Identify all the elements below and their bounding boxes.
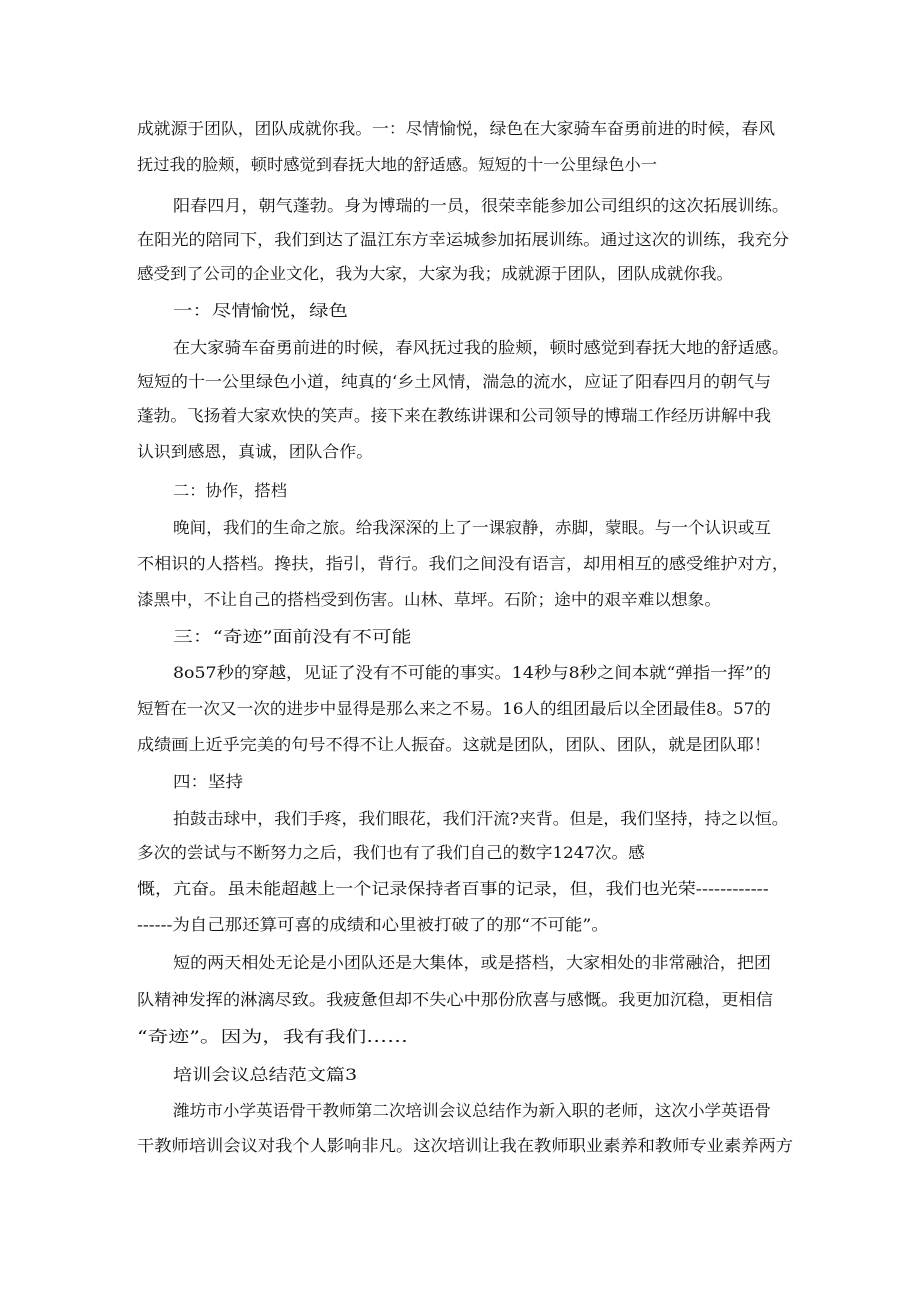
text-line: 漆黑中，不让自己的搭档受到伤害。山林、草坪。石阶；途中的艰辛难以想象。 bbox=[137, 590, 722, 609]
text-line: 阳春四月，朝气蓬勃。身为博瑞的一员，很荣幸能参加公司组织的这次拓展训练。 bbox=[173, 196, 790, 215]
text-line: 短的两天相处无论是小团队还是大集体，或是搭档，大家相处的非常融洽，把团 bbox=[173, 953, 772, 972]
text-line: 三：“奇迹”面前没有不可能 bbox=[173, 627, 412, 646]
text-line: ------为自己那还算可喜的成绩和心里被打破了的那“不可能”。 bbox=[137, 915, 609, 934]
text-line: 感受到了公司的企业文化，我为大家，大家为我；成就源于团队，团队成就你我。 bbox=[137, 264, 734, 283]
text-line: 一：尽情愉悦，绿色 bbox=[173, 301, 349, 320]
text-line: 蓬勃。飞扬着大家欢快的笑声。接下来在教练讲课和公司领导的博瑞工作经历讲解中我 bbox=[137, 406, 772, 425]
text-line: 在阳光的陪同下，我们到达了温江东方幸运城参加拓展训练。通过这次的训练，我充分 bbox=[137, 230, 790, 249]
text-line: 认识到感恩，真诚，团队合作。 bbox=[137, 442, 374, 461]
text-line: 四：坚持 bbox=[173, 772, 244, 791]
text-line: 拍鼓击球中，我们手疼，我们眼花，我们汗流?夹背。但是，我们坚持，持之以恒。 bbox=[173, 809, 789, 828]
text-line: 晚间，我们的生命之旅。给我深深的上了一课寂静，赤脚，蒙眼。与一个认识或互 bbox=[173, 518, 772, 537]
text-line: 二：协作，搭档 bbox=[173, 481, 288, 500]
text-line: 短短的十一公里绿色小道，纯真的‘乡土风情，湍急的流水，应证了阳春四月的朝气与 bbox=[137, 372, 772, 391]
text-line: 成绩画上近乎完美的句号不得不让人振奋。这就是团队，团队、团队，就是团队耶！ bbox=[137, 735, 772, 754]
text-line: “奇迹”。因为，我有我们…… bbox=[137, 1027, 408, 1046]
text-line: 在大家骑车奋勇前进的时候，春风抚过我的脸颊，顿时感觉到春抚大地的舒适感。 bbox=[173, 338, 790, 357]
text-line: 队精神发挥的淋漓尽致。我疲惫但却不失心中那份欣喜与感慨。我更加沉稳，更相信 bbox=[137, 990, 774, 1009]
text-line: 慨，亢奋。虽未能超越上一个记录保持者百事的记录，但，我们也光荣------------ bbox=[137, 879, 769, 898]
text-line: 8o57秒的穿越，见证了没有不可能的事实。14秒与8秒之间本就“弹指一挥”的 bbox=[173, 663, 772, 682]
text-line: 短暂在一次又一次的进步中显得是那么来之不易。16人的组团最后以全团最佳8。57的 bbox=[137, 699, 771, 718]
text-line: 成就源于团队，团队成就你我。一：尽情愉悦，绿色在大家骑车奋勇前进的时候，春风 bbox=[137, 119, 776, 138]
text-line: 培训会议总结范文篇3 bbox=[173, 1065, 358, 1084]
text-line: 潍坊市小学英语骨干教师第二次培训会议总结作为新入职的老师，这次小学英语骨 bbox=[173, 1101, 772, 1120]
text-line: 抚过我的脸颊，顿时感觉到春抚大地的舒适感。短短的十一公里绿色小一 bbox=[137, 155, 658, 174]
text-line: 干教师培训会议对我个人影响非凡。这次培训让我在教师职业素养和教师专业素养两方 bbox=[137, 1136, 794, 1155]
text-line: 多次的尝试与不断努力之后，我们也有了我们自己的数字1247次。感 bbox=[137, 843, 645, 862]
text-line: 不相识的人搭档。搀扶，指引，背行。我们之间没有语言，却用相互的感受维护对方， bbox=[137, 554, 790, 573]
